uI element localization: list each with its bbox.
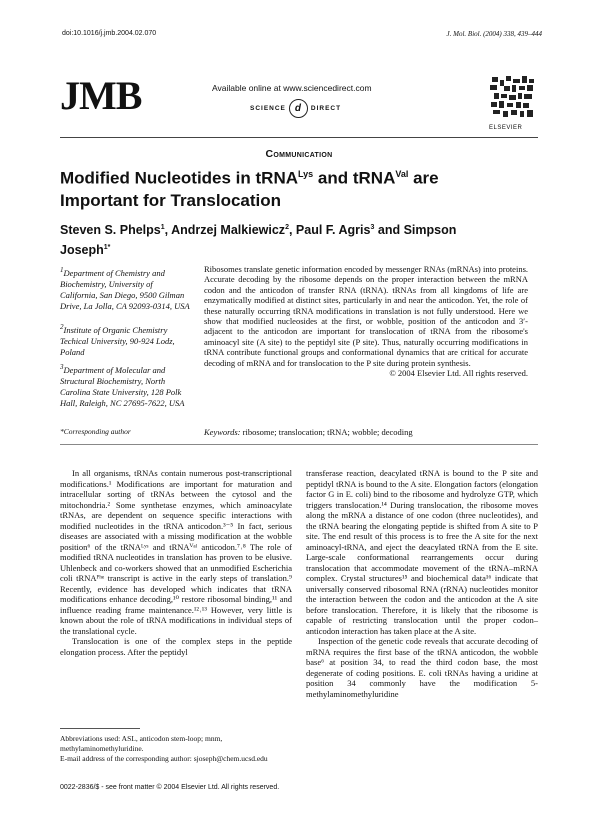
paragraph: Inspection of the genetic code reveals that accurate decoding of mRNA requires the first base of the tRNA anticodon, the wobble base⁶ at position 34, to read the third codon base, the most degenerate of coding positions. E. coli tRNAs having a uridine at position 34 commonly have the modification 5-methylaminomethyluridine <box>306 636 538 699</box>
email-footnote: E-mail address of the corresponding author: sjoseph@chem.ucsd.edu <box>60 754 268 763</box>
author-name: Andrzej Malkiewicz <box>171 223 286 238</box>
online-availability: Available online at www.sciencedirect.com <box>212 83 372 93</box>
sd-mark-icon: d <box>289 99 308 118</box>
affiliation: $^1$Department of Chemistry and Biochemistry, University of California, San Diego, 9500 Gilman Drive, La Jolla, CA 92093-0314, USA <box>60 266 190 311</box>
journal-logo: JMB <box>60 73 142 118</box>
keywords-label: Keywords: <box>204 427 241 437</box>
front-matter-line: 0022-2836/$ - see front matter © 2004 Elsevier Ltd. All rights reserved. <box>60 784 280 791</box>
sd-left: SCIENCE <box>250 105 286 113</box>
doi: doi:10.1016/j.jmb.2004.02.070 <box>62 30 157 37</box>
journal-reference: J. Mol. Biol. (2004) 338, 439–444 <box>446 30 542 38</box>
footnotes <box>60 734 292 764</box>
copyright: © 2004 Elsevier Ltd. All rights reserved. <box>389 368 528 379</box>
publisher-name: ELSEVIER <box>489 125 523 131</box>
header-divider <box>60 137 538 138</box>
keywords <box>204 427 413 437</box>
article-title: Modified Nucleotides in tRNA$^{Lys}$ and tRNA$^{Val}$ are Important for Translocation <box>60 168 439 210</box>
section-label: Communication <box>265 148 333 160</box>
abstract-divider <box>60 444 538 445</box>
paragraph: In all organisms, tRNAs contain numerous post-transcriptional modifications.¹ Modifications are important for maturation and intracellular sorting of tRNAs between the cytosol and the mitochondria.² Some synthetase enzymes, which aminoacylate tRNAs, are dependent on sequence specific interactions with modified nucleotides in the tRNA anticodon.³⁻⁵ In fact, serious diseases are associated with a missing modification at the wobble position⁶ of the tRNAᴸʸˢ and tRNAⱽᵃˡ anticodon.⁷˒⁸ The role of modified tRNA nucleotides in translation has proven to be elusive. Uhlenbeck and co-workers showed that an unmodified Escherichia coli tRNAᴾʰᵉ transcript is active in the early steps of translation.⁹ Recently, evidence has developed which indicates that tRNA modifications enhance decoding,¹⁰ restore ribosomal binding,¹¹ and influence reading frame maintenance.¹²˒¹³ However, very little is known about the role of tRNA modifications in individual steps of the translational cycle. <box>60 468 292 636</box>
sciencedirect-logo <box>250 99 341 118</box>
paragraph: transferase reaction, deacylated tRNA is bound to the P site and peptidyl tRNA is bound to the A site. Elongation factors (elongation factor G in E. coli) bind to the ribosome and hydrolyze GTP, which triggers translocation.¹⁴ During translocation, the ribosome moves along the mRNA a distance of one codon (three nucleotides), and the tRNA bearing the elongating peptide is shifted from A site to P site. The end result of this process is to free the A site for the next aminoacyl-tRNA, and eject the deacylated tRNA from the E site. Large-scale conformational rearrangements occur during translocation that accommodate movement of the tRNA–mRNA complex. Crystal structures¹⁵ and biochemical data¹⁶ indicate that universally conserved ribosomal RNA (rRNA) nucleotides monitor the interaction between the codon and the anticodon at the A site before translocation. Therefore, it is likely that the ribosome is capable of restricting translocation until the proper codon–anticodon interaction has taken place at the A site. <box>306 468 538 636</box>
sd-right: DIRECT <box>310 105 342 113</box>
author-name: Steven S. Phelps <box>60 223 161 238</box>
keywords-list: ribosome; translocation; tRNA; wobble; decoding <box>240 427 413 437</box>
affiliation: $^2$Institute of Organic Chemistry Techical University, 90-924 Lodz, Poland <box>60 323 175 357</box>
elsevier-tree-icon <box>488 74 536 122</box>
affiliation: $^3$Department of Molecular and Structural Biochemistry, North Carolina State University, 128 Polk Hall, Raleigh, NC 27695-7622, USA <box>60 363 185 408</box>
abstract <box>204 264 528 378</box>
author-list: Steven S. Phelps$^1$, Andrzej Malkiewicz$^2$, Paul F. Agris$^3$ and Simpson Joseph$^{1*}$ <box>60 223 457 258</box>
corresponding-author-note: *Corresponding author <box>60 427 131 436</box>
abstract-text: Ribosomes translate genetic information encoded by messenger RNAs (mRNAs) into proteins. Accurate decoding by the ribosome depends on the proper interaction between the mRNA codon and the anticodon of transfer RNA (tRNA). tRNAs from all kingdoms of life are enzymatically modified at distinct sites, particularly in and near the anticodon. Yet, the role of these naturally occurring tRNA modifications in translation is not fully understood. Here we show that modified nucleosides at the first, or wobble, position of the anticodon and 3′-adjacent to the anticodon are important for translocation of tRNA from the ribosome's aminoacyl site (A site) to the peptidyl site (P site). Thus, naturally occurring modifications in tRNA contribute functional groups and conformational dynamics that are critical for accurate decoding of mRNA and for translocation to the P site during protein synthesis. <box>204 264 528 368</box>
abbreviations-footnote: Abbreviations used: ASL, anticodon stem-loop; mnm, methylaminomethyluridine. <box>60 734 223 753</box>
body-column-left <box>60 468 292 657</box>
author-name: Simpson Joseph <box>60 223 457 258</box>
body-column-right <box>306 468 538 699</box>
author-name: Paul F. Agris <box>295 223 371 238</box>
footnote-divider <box>60 728 140 729</box>
paragraph: Translocation is one of the complex steps in the peptide elongation process. After the peptidyl <box>60 636 292 657</box>
